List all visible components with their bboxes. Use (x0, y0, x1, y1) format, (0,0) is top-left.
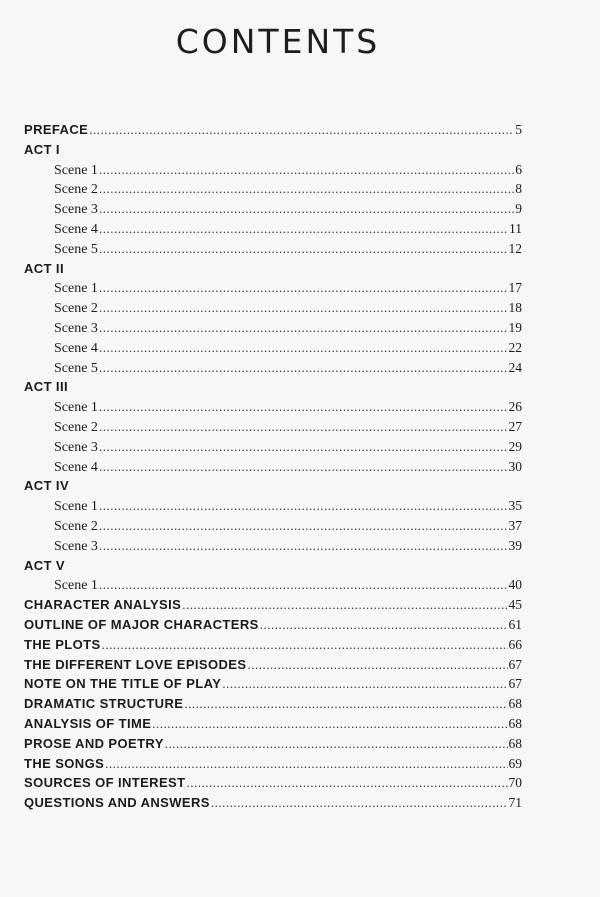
toc-scene-entry (24, 457, 522, 477)
toc-dot-leader (99, 160, 514, 180)
toc-page-number: 69 (508, 755, 522, 771)
toc-section-entry (24, 754, 522, 774)
toc-entry-label: Scene 3 (54, 538, 98, 554)
toc-dot-leader (184, 694, 507, 714)
toc-entry-label: ACT III (24, 379, 68, 395)
toc-scene-entry (24, 278, 522, 298)
toc-entry-label: THE PLOTS (24, 636, 101, 652)
toc-entry-label: DRAMATIC STRUCTURE (24, 696, 184, 712)
toc-section-entry (24, 655, 522, 675)
toc-page-number: 67 (508, 656, 522, 672)
toc-scene-entry (24, 575, 522, 595)
toc-entry-label: Scene 4 (54, 340, 98, 356)
toc-scene-entry (24, 160, 522, 180)
toc-dot-leader (99, 239, 508, 259)
toc-entry-label: Scene 1 (54, 281, 98, 297)
toc-dot-leader (247, 655, 507, 675)
toc-entry-label: Scene 3 (54, 439, 98, 455)
toc-scene-entry (24, 219, 522, 239)
page-title: CONTENTS (175, 22, 381, 61)
toc-page-number: 68 (508, 715, 522, 731)
toc-section-entry (24, 793, 522, 813)
toc-entry-label: Scene 4 (54, 459, 98, 475)
toc-page-number: 35 (508, 498, 522, 514)
toc-entry-label: ANALYSIS OF TIME (24, 715, 152, 731)
toc-act-heading (24, 259, 522, 279)
toc-scene-entry (24, 358, 522, 378)
toc-dot-leader (99, 199, 514, 219)
toc-page-number: 45 (508, 597, 522, 613)
toc-page-number: 26 (508, 399, 522, 415)
toc-page-number: 70 (508, 775, 522, 791)
toc-scene-entry (24, 239, 522, 259)
toc-entry-label: THE DIFFERENT LOVE EPISODES (24, 656, 247, 672)
toc-page-number: 19 (508, 319, 522, 335)
toc-act-heading (24, 140, 522, 160)
toc-scene-entry (24, 536, 522, 556)
toc-page-number: 6 (515, 161, 522, 177)
toc-entry-label: Scene 4 (54, 221, 98, 237)
toc-entry-label: ACT I (24, 141, 60, 157)
toc-entry-label: THE SONGS (24, 755, 105, 771)
toc-scene-entry (24, 199, 522, 219)
toc-section-entry (24, 714, 522, 734)
toc-entry-label: ACT IV (24, 478, 70, 494)
toc-section-entry (24, 615, 522, 635)
toc-dot-leader (102, 635, 508, 655)
toc-entry-label: Scene 2 (54, 182, 98, 198)
toc-entry-label: QUESTIONS AND ANSWERS (24, 795, 210, 811)
toc-scene-entry (24, 179, 522, 199)
toc-section-entry (24, 694, 522, 714)
toc-page-number: 30 (508, 458, 522, 474)
toc-dot-leader (99, 397, 508, 417)
toc-entry-label: CHARACTER ANALYSIS (24, 597, 182, 613)
toc-entry-label: Scene 3 (54, 320, 98, 336)
toc-section-entry (24, 773, 522, 793)
toc-entry-label: Scene 1 (54, 578, 98, 594)
toc-entry-label: SOURCES OF INTEREST (24, 775, 186, 791)
toc-dot-leader (89, 120, 514, 140)
toc-page-number: 61 (508, 616, 522, 632)
toc-page-number: 8 (515, 181, 522, 197)
toc-dot-leader (99, 457, 508, 477)
toc-section-entry (24, 635, 522, 655)
toc-dot-leader (99, 496, 508, 516)
toc-dot-leader (99, 179, 514, 199)
toc-scene-entry (24, 516, 522, 536)
toc-scene-entry (24, 437, 522, 457)
toc-page-number: 27 (508, 418, 522, 434)
toc-page-number: 29 (508, 438, 522, 454)
toc-page-number: 18 (508, 300, 522, 316)
toc-dot-leader (99, 437, 508, 457)
toc-page-number: 40 (508, 577, 522, 593)
toc-dot-leader (211, 793, 508, 813)
toc-dot-leader (152, 714, 507, 734)
toc-entry-label: Scene 2 (54, 419, 98, 435)
toc-scene-entry (24, 397, 522, 417)
toc-dot-leader (99, 536, 508, 556)
toc-dot-leader (99, 358, 508, 378)
toc-entry-label: ACT V (24, 557, 65, 573)
toc-page-number: 11 (509, 220, 522, 236)
toc-dot-leader (99, 417, 508, 437)
toc-entry-label: OUTLINE OF MAJOR CHARACTERS (24, 616, 259, 632)
toc-entry-label: Scene 1 (54, 499, 98, 515)
toc-dot-leader (222, 674, 507, 694)
toc-page-number: 37 (508, 517, 522, 533)
toc-dot-leader (99, 516, 508, 536)
toc-page-number: 12 (508, 240, 522, 256)
toc-section-entry (24, 120, 522, 140)
toc-entry-label: ACT II (24, 260, 64, 276)
toc-page-number: 68 (508, 696, 522, 712)
toc-section-entry (24, 595, 522, 615)
toc-page-number: 22 (508, 339, 522, 355)
toc-dot-leader (99, 298, 508, 318)
toc-entry-label: Scene 5 (54, 241, 98, 257)
toc-entry-label: Scene 5 (54, 360, 98, 376)
table-of-contents (24, 120, 522, 813)
toc-dot-leader (105, 754, 507, 774)
toc-act-heading (24, 556, 522, 576)
toc-entry-label: Scene 1 (54, 400, 98, 416)
toc-scene-entry (24, 338, 522, 358)
toc-entry-label: Scene 3 (54, 202, 98, 218)
toc-page-number: 17 (508, 280, 522, 296)
toc-page-number: 71 (508, 795, 522, 811)
toc-scene-entry (24, 298, 522, 318)
toc-dot-leader (182, 595, 507, 615)
toc-dot-leader (99, 575, 508, 595)
toc-dot-leader (260, 615, 508, 635)
toc-dot-leader (186, 773, 507, 793)
toc-scene-entry (24, 318, 522, 338)
toc-entry-label: Scene 1 (54, 162, 98, 178)
toc-dot-leader (99, 338, 508, 358)
toc-act-heading (24, 476, 522, 496)
toc-page-number: 9 (515, 201, 522, 217)
toc-entry-label: PREFACE (24, 122, 89, 137)
toc-page-number: 66 (508, 636, 522, 652)
toc-entry-label: PROSE AND POETRY (24, 735, 164, 751)
toc-dot-leader (99, 278, 508, 298)
toc-scene-entry (24, 496, 522, 516)
toc-scene-entry (24, 417, 522, 437)
toc-entry-label: NOTE ON THE TITLE OF PLAY (24, 676, 222, 692)
toc-page-number: 68 (508, 735, 522, 751)
toc-section-entry (24, 734, 522, 754)
toc-page-number: 24 (508, 359, 522, 375)
toc-page-number: 67 (508, 676, 522, 692)
toc-page-number: 39 (508, 537, 522, 553)
toc-dot-leader (99, 219, 508, 239)
toc-entry-label: Scene 2 (54, 518, 98, 534)
toc-act-heading (24, 377, 522, 397)
toc-page-number: 5 (515, 122, 522, 137)
toc-entry-label: Scene 2 (54, 301, 98, 317)
toc-section-entry (24, 674, 522, 694)
toc-dot-leader (99, 318, 508, 338)
toc-dot-leader (165, 734, 508, 754)
